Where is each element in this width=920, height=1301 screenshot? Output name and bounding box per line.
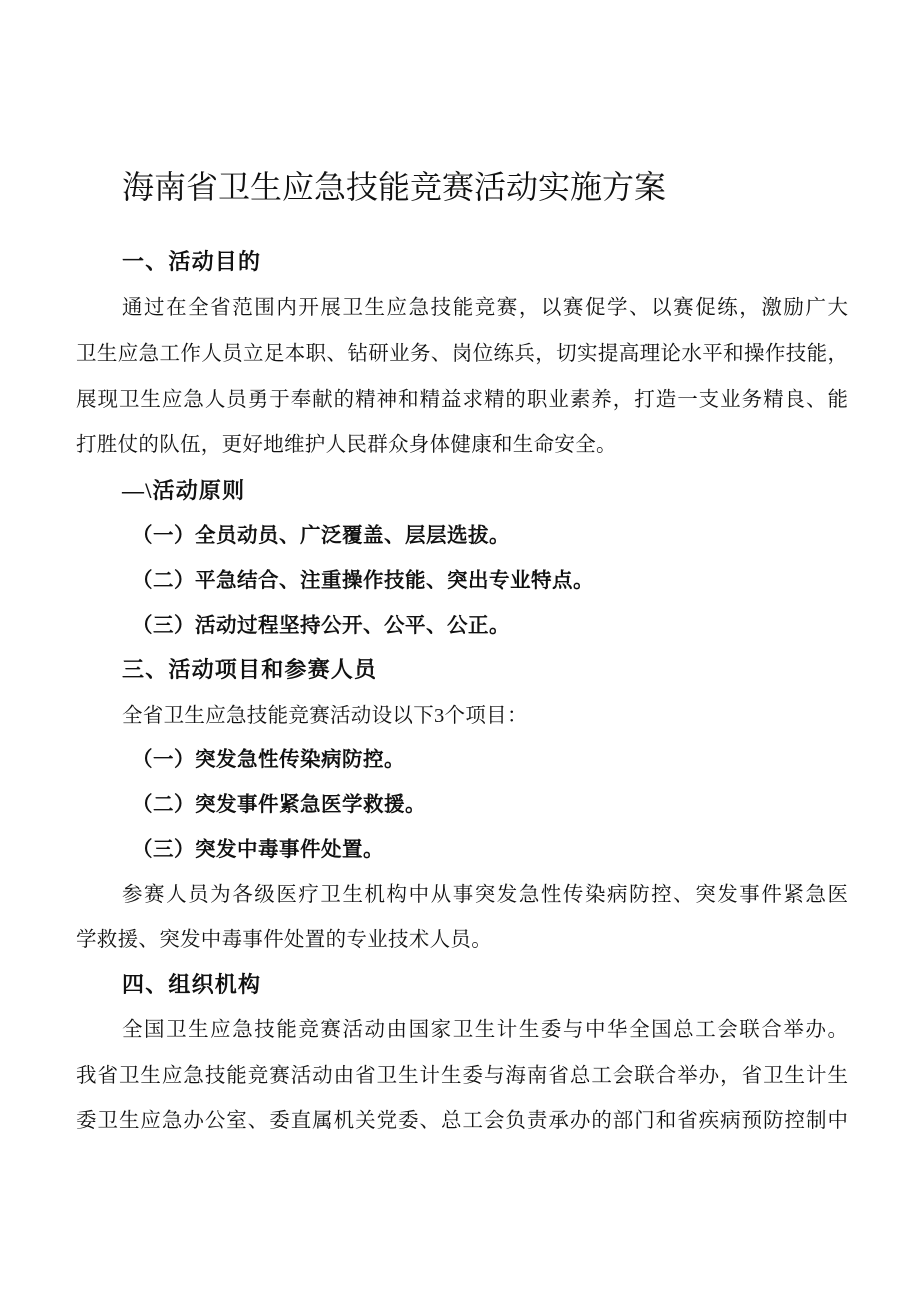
list-item: （一）突发急性传染病防控。: [132, 749, 405, 771]
paragraph-line: 通过在全省范围内开展卫生应急技能竞赛，以赛促学、以赛促练，激励广大: [122, 297, 848, 319]
list-item: （三）活动过程坚持公开、公平、公正。: [132, 615, 510, 637]
paragraph-line: 打胜仗的队伍，更好地维护人民群众身体健康和生命安全。: [76, 434, 617, 456]
list-item: （二）平急结合、注重操作技能、突出专业特点。: [132, 570, 594, 592]
paragraph-line: 全国卫生应急技能竞赛活动由国家卫生计生委与中华全国总工会联合举办。: [122, 1019, 848, 1041]
section-intro: 全省卫生应急技能竞赛活动设以下3个项目：: [122, 705, 528, 727]
section-heading: 三、活动项目和参赛人员: [122, 657, 378, 682]
paragraph-line: 展现卫生应急人员勇于奉献的精神和精益求精的职业素养，打造一支业务精良、能: [76, 389, 848, 411]
paragraph-line: 委卫生应急办公室、委直属机关党委、总工会负责承办的部门和省疾病预防控制中: [76, 1110, 848, 1132]
list-item: （一）全员动员、广泛覆盖、层层选拔。: [132, 525, 510, 547]
paragraph-line: 卫生应急工作人员立足本职、钻研业务、岗位练兵，切实提高理论水平和操作技能，: [76, 343, 848, 365]
section-heading: —\活动原则: [122, 478, 246, 503]
document-title: 海南省卫生应急技能竞赛活动实施方案: [122, 169, 667, 205]
paragraph-line: 学救援、突发中毒事件处置的专业技术人员。: [76, 929, 492, 951]
list-item: （三）突发中毒事件处置。: [132, 839, 384, 861]
section-heading: 四、组织机构: [122, 972, 262, 997]
paragraph-line: 参赛人员为各级医疗卫生机构中从事突发急性传染病防控、突发事件紧急医: [122, 884, 848, 906]
paragraph-line: 我省卫生应急技能竞赛活动由省卫生计生委与海南省总工会联合举办，省卫生计生: [76, 1065, 848, 1087]
section-heading: 一、活动目的: [122, 249, 262, 274]
list-item: （二）突发事件紧急医学救援。: [132, 794, 426, 816]
